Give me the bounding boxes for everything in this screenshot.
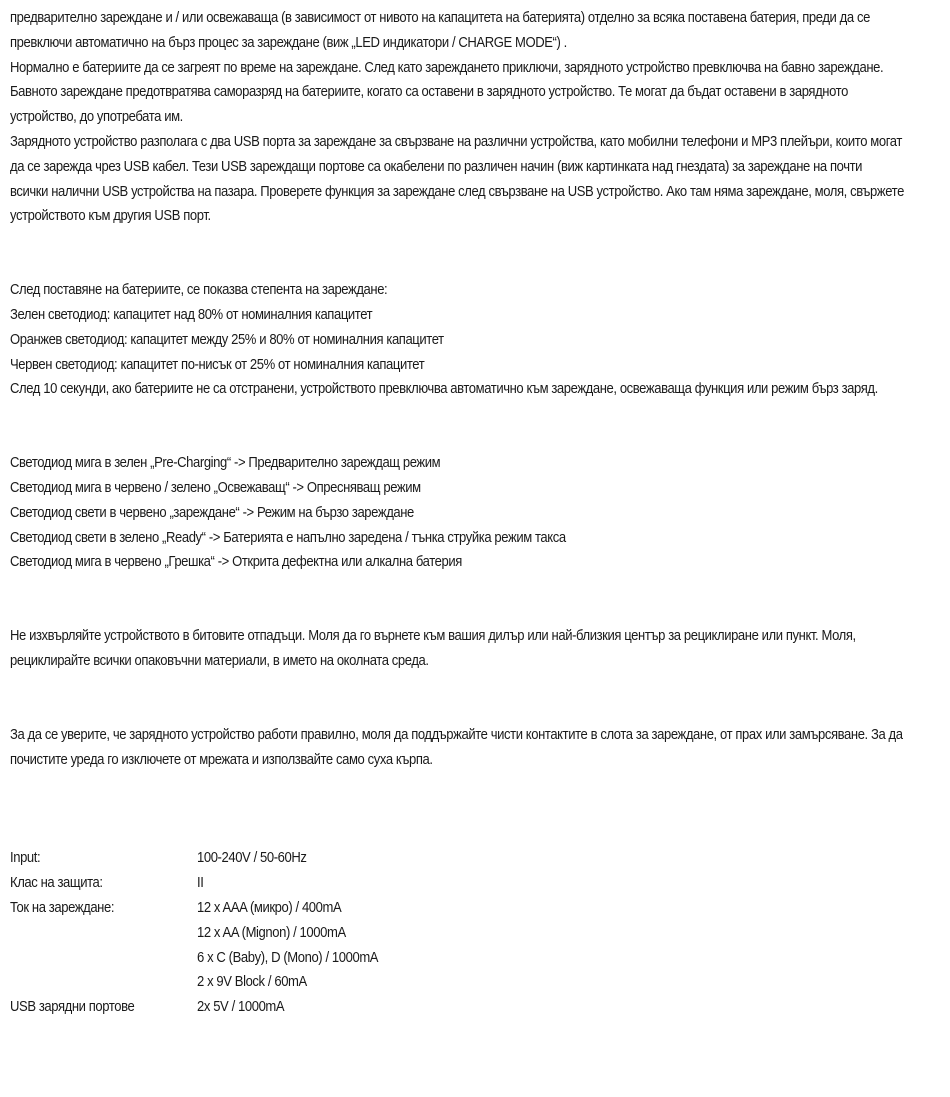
spacer: [10, 772, 940, 846]
spec-value: 6 x C (Baby), D (Mono) / 1000mA: [197, 949, 379, 966]
spacer: [10, 402, 940, 451]
spec-value: 12 x AA (Mignon) / 1000mA: [197, 924, 346, 941]
text-line: рециклирайте всички опаковъчни материали, в името на околната среда.: [10, 652, 429, 669]
led-mode-item: Светодиод мига в червено / зелено „Освежаващ“ -> Опресняващ режим: [10, 479, 421, 496]
text-line: устройство, до употребата им.: [10, 109, 183, 126]
spec-label: Input:: [10, 850, 41, 867]
spec-value: II: [197, 875, 204, 892]
text-line: Зелен светодиод: капацитет над 80% от номиналния капацитет: [10, 306, 373, 323]
text-line: почистите уреда го изключете от мрежата и използвайте само суха кърпа.: [10, 751, 433, 768]
spec-label: USB зарядни портове: [10, 999, 135, 1016]
text-line: Не изхвърляйте устройството в битовите отпадъци. Моля да го върнете към вашия дилър или най-близкия център за рециклиране или пункт. Моля,: [10, 628, 856, 645]
text-line: След поставяне на батериите, се показва степента на зареждане:: [10, 282, 388, 299]
spec-value: 2 x 9V Block / 60mA: [197, 974, 307, 991]
led-levels-paragraph: [10, 278, 940, 402]
spacer: [10, 229, 940, 278]
text-line: Оранжев светодиод: капацитет между 25% и 80% от номиналния капацитет: [10, 331, 444, 348]
text-line: да се зарежда чрез USB кабел. Тези USB зареждащи портове са окабелени по различен начин (виж картинката над гнездата) за зареждане на почти: [10, 158, 863, 175]
text-line: Зарядното устройство разполага с два USB порта за зареждане за свързване на различни устройства, като мобилни телефони и MP3 плейъри, които могат: [10, 133, 902, 150]
spec-value: 12 x AAA (микро) / 400mA: [197, 899, 342, 916]
spec-label: Ток на зареждане:: [10, 899, 115, 916]
spec-row: [10, 896, 940, 921]
text-line: устройството към другия USB порт.: [10, 208, 211, 225]
specs-table: [10, 846, 940, 1020]
spec-row: [10, 970, 940, 995]
led-mode-item: Светодиод мига в червено „Грешка“ -> Открита дефектна или алкална батерия: [10, 554, 462, 571]
spec-row: [10, 921, 940, 946]
spec-row: [10, 946, 940, 971]
led-mode-item: Светодиод свети в зелено „Ready“ -> Батерията е напълно заредена / тънка струйка режим такса: [10, 529, 566, 546]
led-modes-list: [10, 451, 940, 575]
text-line: Нормално е батериите да се загреят по време на зареждане. След като зареждането приключи, зарядното устройство превключва на бавно зареждане.: [10, 59, 884, 76]
spacer: [10, 575, 940, 624]
text-line: За да се уверите, че зарядното устройство работи правилно, моля да поддържайте чисти контактите в слота за зареждане, от прах или замърсяване. За да: [10, 726, 903, 743]
text-line: Бавното зареждане предотвратява саморазряд на батериите, когато са оставени в зарядното устройство. Те могат да бъдат оставени в зарядното: [10, 84, 848, 101]
spec-value: 100-240V / 50-60Hz: [197, 850, 307, 867]
maintenance-paragraph: [10, 723, 940, 773]
led-mode-item: Светодиод свети в червено „зареждане“ -> Режим на бързо зареждане: [10, 504, 414, 521]
text-line: След 10 секунди, ако батериите не са отстранени, устройството превключва автоматично към зареждане, освежаваща функция или режим бърз заряд.: [10, 381, 878, 398]
spec-row: [10, 871, 940, 896]
intro-paragraph: [10, 6, 940, 229]
text-line: предварително зареждане и / или освежаваща (в зависимост от нивото на капацитета на батерията) отделно за всяка поставена батерия, преди да се: [10, 10, 870, 26]
disposal-paragraph: [10, 624, 940, 674]
spec-value: 2x 5V / 1000mA: [197, 999, 285, 1016]
led-mode-item: Светодиод мига в зелен „Pre-Charging“ -> Предварително зареждащ режим: [10, 455, 441, 472]
text-line: всички налични USB устройства на пазара. Проверете функция за зареждане след свързване на USB устройство. Ако там няма зареждане, моля, свържете: [10, 183, 904, 200]
text-line: превключи автоматично на бърз процес за зареждане (виж „LED индикатори / CHARGE MODE“) .: [10, 34, 567, 51]
spec-row: [10, 846, 940, 871]
spec-label: Клас на защита:: [10, 875, 103, 892]
spec-row: [10, 995, 940, 1020]
spacer: [10, 674, 940, 723]
text-line: Червен светодиод: капацитет по-нисък от 25% от номиналния капацитет: [10, 356, 425, 373]
manual-page: [10, 6, 940, 1020]
